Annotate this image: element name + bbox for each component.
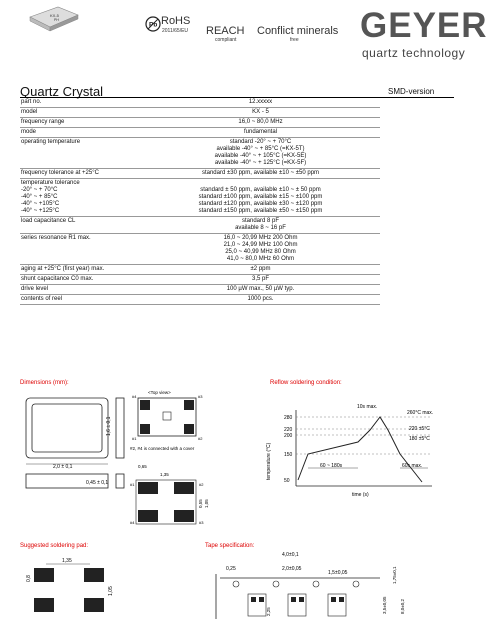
conflict-label: Conflict minerals <box>257 25 339 37</box>
tick-200: 200 <box>284 433 293 439</box>
brand-sub: quartz technology <box>362 46 466 60</box>
spec-row <box>20 118 380 128</box>
spec-value <box>141 234 380 265</box>
tape-35: 3,5±0,05 <box>382 596 387 614</box>
version-label: SMD-version <box>388 87 435 96</box>
spec-label-text: load capacitance CL <box>21 218 76 224</box>
pin3-bottom: #3 <box>199 520 204 525</box>
spec-value-line: 25,0 ~ 40,99 MHz 80 Ohm <box>225 249 296 255</box>
tape-175: 1,75±0,1 <box>392 566 397 584</box>
dim-055: 0,55 <box>198 499 203 508</box>
spec-label-extra: -40° ~ +125°C <box>21 208 60 214</box>
spec-row <box>20 179 380 217</box>
top-view-label: <Top view> <box>148 390 171 395</box>
reach-sub: compliant <box>215 37 237 43</box>
spec-value-line: ±2 ppm <box>250 266 271 272</box>
label-60s: 60s max. <box>402 463 423 469</box>
spec-row <box>20 265 380 275</box>
spec-value-line: standard -20° ~ + 70°C <box>229 139 292 145</box>
product-image <box>28 5 80 33</box>
spec-label-text: drive level <box>21 286 49 292</box>
spec-label-text: temperature tolerance <box>21 180 80 186</box>
spec-label-text: series resonance R1 max. <box>21 235 91 241</box>
pb-symbol: Pb <box>149 21 158 29</box>
tape-drawing <box>210 548 410 619</box>
spec-row <box>20 138 380 169</box>
spec-label <box>20 98 141 108</box>
section-dimensions: Dimensions (mm): <box>20 380 69 386</box>
spec-label-extra: -40° ~ + 85°C <box>21 194 58 200</box>
spec-label-extra: -20° ~ + 70°C <box>21 187 58 193</box>
pad-drawing <box>24 552 134 619</box>
spec-value-line <box>141 180 380 187</box>
spec-value-line: available -40° ~ + 85°C (=KX-5T) <box>216 146 305 152</box>
spec-value-line: 16,0 ~ 20,99 MHz 200 Ohm <box>223 235 298 241</box>
spec-value-line: 21,0 ~ 24,99 MHz 100 Ohm <box>223 242 298 248</box>
pad-135: 1,35 <box>62 558 72 564</box>
spec-value-line: available -40° ~ + 125°C (=KX-5F) <box>214 160 307 166</box>
spec-value-line: fundamental <box>243 129 278 135</box>
section-reflow: Reflow soldering condition: <box>270 380 342 386</box>
spec-label <box>20 265 141 275</box>
spec-value <box>141 169 380 179</box>
spec-label-text: operating temperature <box>21 139 81 145</box>
dim-height: 1,6 ± 0,1 <box>106 416 112 436</box>
spec-value-line: standard ±120 ppm, available ±30 ~ ±120 ppm <box>198 201 323 207</box>
spec-row <box>20 169 380 179</box>
reach-label: REACH <box>206 25 245 37</box>
spec-value <box>141 108 380 118</box>
spec-label <box>20 118 141 128</box>
section-pad: Suggested soldering pad: <box>20 543 89 549</box>
spec-row <box>20 217 380 234</box>
pb-free-icon <box>145 16 161 32</box>
tape-025: 0,25 <box>226 566 236 572</box>
rohs-label: RoHS <box>161 15 191 27</box>
dim-065: 0,65 <box>138 464 147 469</box>
tick-50: 50 <box>284 478 290 484</box>
tape-80: 8,0±0,2 <box>400 599 405 614</box>
label-60-180: 60 ~ 180s <box>320 463 343 469</box>
dimensions-drawing <box>20 388 210 536</box>
spec-label <box>20 179 141 217</box>
dim-width: 2,0 ± 0,1 <box>53 464 73 470</box>
tick-150: 150 <box>284 452 293 458</box>
spec-label-text: shunt capacitance C0 max. <box>21 276 94 282</box>
spec-label-text: contents of reel <box>21 296 63 302</box>
spec-label <box>20 138 141 169</box>
spec-label-extra: -40° ~ +105°C <box>21 201 60 207</box>
conflict-sub: free <box>290 37 299 43</box>
page-title: Quartz Crystal <box>20 84 104 99</box>
spec-value <box>141 118 380 128</box>
spec-value-line: 12.xxxxx <box>248 99 273 105</box>
cover-note: #2, #4 is connected with a cover <box>130 446 195 451</box>
spec-label <box>20 108 141 118</box>
label-10s: 10s max. <box>357 404 378 410</box>
dim-105: 1,05 <box>204 499 209 508</box>
spec-table <box>20 98 380 305</box>
spec-row <box>20 285 380 295</box>
spec-row <box>20 295 380 305</box>
spec-value-line: available -40° ~ + 105°C (=KX-5E) <box>214 153 307 159</box>
spec-value-line: standard ± 50 ppm, available ±10 ~ ± 50 ppm <box>200 187 321 193</box>
spec-value <box>141 138 380 169</box>
spec-value-line: standard 8 pF <box>241 218 280 224</box>
brand-logo: GEYER <box>360 6 488 45</box>
spec-row <box>20 98 380 108</box>
reflow-xlabel: time (s) <box>352 492 369 498</box>
dim-135: 1,35 <box>160 472 169 477</box>
pad-105: 1,05 <box>108 586 114 596</box>
spec-label <box>20 217 141 234</box>
spec-value <box>141 265 380 275</box>
reflow-ylabel: temperature (°C) <box>266 442 272 480</box>
reflow-chart <box>262 390 462 500</box>
tape-40: 4,0±0,1 <box>282 552 299 558</box>
spec-label-text: frequency tolerance at +25°C <box>21 170 99 176</box>
label-180: 180 ±5°C <box>409 436 430 442</box>
pin1: #1 <box>132 436 137 441</box>
spec-value <box>141 285 380 295</box>
pin2-bottom: #2 <box>199 482 204 487</box>
spec-value-line: standard ±150 ppm, available ±50 ~ ±150 ppm <box>198 208 323 214</box>
spec-value-line: 41,0 ~ 80,0 MHz 60 Ohm <box>226 256 295 262</box>
spec-value <box>141 295 380 305</box>
dim-thick: 0,45 ± 0,1 <box>86 480 109 486</box>
spec-value-line: KX - 5 <box>252 109 269 115</box>
spec-value-line: 3,5 pF <box>251 276 269 282</box>
spec-row <box>20 275 380 285</box>
spec-label <box>20 285 141 295</box>
spec-value <box>141 98 380 108</box>
label-220: 220 ±5°C <box>409 426 430 432</box>
spec-value <box>141 275 380 285</box>
spec-value-line: standard ±100 ppm, available ±15 ~ ±100 ppm <box>198 194 323 200</box>
spec-value-line: standard ±30 ppm, available ±10 ~ ±50 ppm <box>201 170 320 176</box>
tick-220: 220 <box>284 427 293 433</box>
spec-label <box>20 169 141 179</box>
spec-value <box>141 128 380 138</box>
section-tape: Tape specification: <box>205 543 255 549</box>
pin2: #2 <box>198 436 203 441</box>
pin4-bottom: #4 <box>130 520 135 525</box>
spec-value-line: 16,0 ~ 80,0 MHz <box>238 119 283 125</box>
chip-marking-2: PH <box>54 18 59 22</box>
chip-marking: KX-5 <box>50 13 59 18</box>
tape-15: 1,5±0,05 <box>328 570 348 576</box>
spec-label-text: model <box>21 109 38 115</box>
rohs-sub: 2011/65/EU <box>162 28 189 34</box>
spec-label-text: frequency range <box>21 119 65 125</box>
spec-label-text: aging at +25°C (first year) max. <box>21 266 105 272</box>
spec-row <box>20 108 380 118</box>
spec-label <box>20 295 141 305</box>
spec-value-line: available 8 ~ 16 pF <box>235 225 286 231</box>
spec-label <box>20 234 141 265</box>
pin1-bottom: #1 <box>130 482 135 487</box>
spec-label-text: mode <box>21 129 37 135</box>
spec-label <box>20 128 141 138</box>
spec-label <box>20 275 141 285</box>
pad-08: 0,8 <box>26 575 32 582</box>
spec-row <box>20 128 380 138</box>
pin3: #3 <box>198 394 203 399</box>
spec-value-line: 100 µW max., 50 µW typ. <box>226 286 295 292</box>
tape-20: 2,0±0,05 <box>282 566 302 572</box>
spec-row <box>20 234 380 265</box>
spec-label-text: part no. <box>21 99 42 105</box>
tape-22: 2,25 <box>266 607 271 616</box>
spec-value-line: 1000 pcs. <box>247 296 274 302</box>
pin4: #4 <box>132 394 137 399</box>
label-260: 260°C max. <box>407 410 434 416</box>
tick-280: 280 <box>284 415 293 421</box>
spec-value <box>141 217 380 234</box>
spec-value <box>141 179 380 217</box>
